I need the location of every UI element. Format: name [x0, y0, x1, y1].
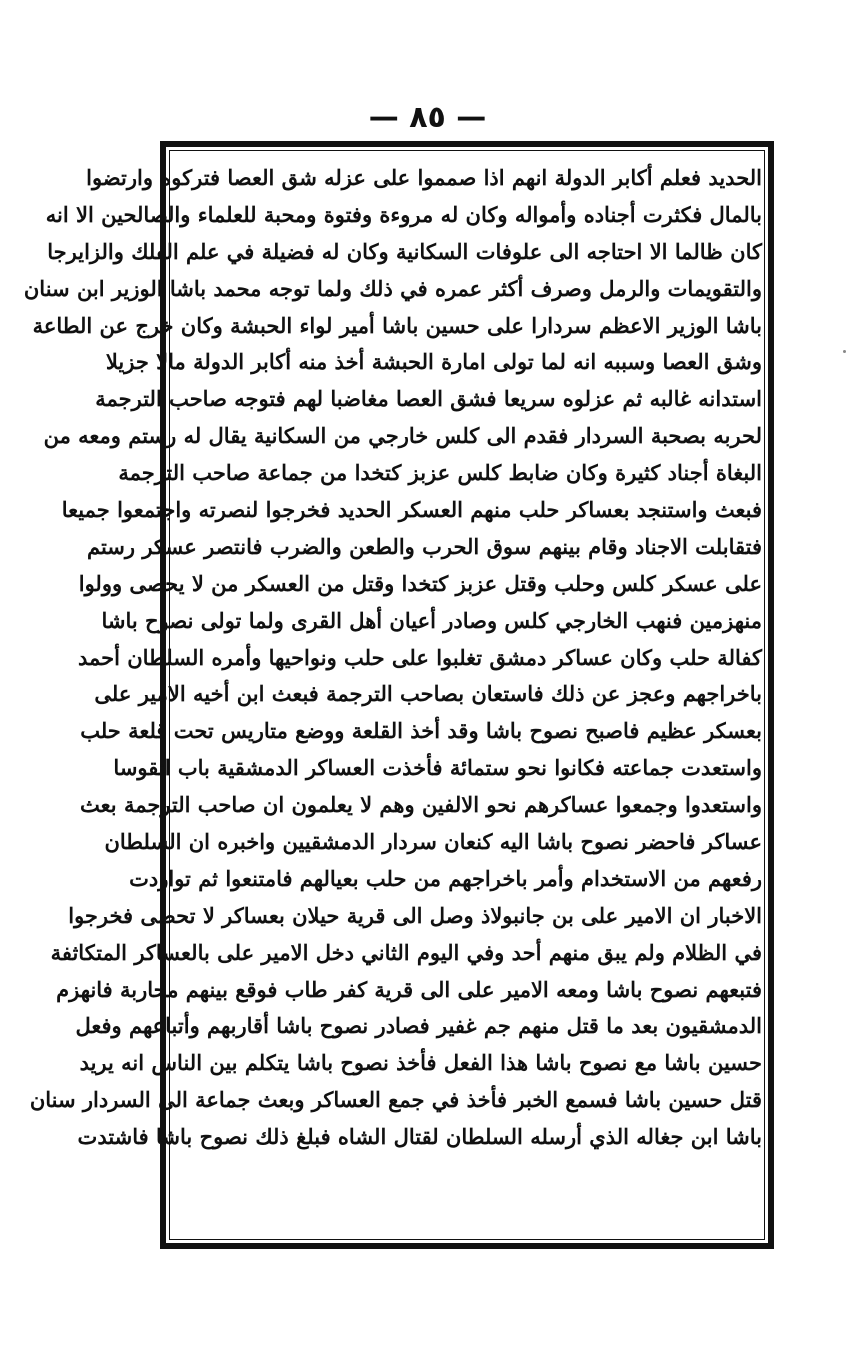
- text-line: واستعدوا وجمعوا عساكرهم نحو الالفين وهم لا يعلمون ان صاحب الترجمة بعث: [80, 792, 762, 818]
- scan-speck: [843, 350, 846, 353]
- text-line: لحربه بصحبة السردار فقدم الى كلس خارجي من السكانية يقال له رستم ومعه من: [43, 423, 762, 449]
- text-line: استدانه غالبه ثم عزلوه سريعا فشق العصا مغاضبا لهم فتوجه صاحب الترجمة: [95, 386, 762, 412]
- text-line: على عسكر كلس وحلب وقتل عزبز كتخدا وقتل من العسكر من لا يحصى وولوا: [78, 570, 762, 596]
- text-line: باشا ابن جغاله الذي أرسله السلطان لقتال الشاه فبلغ ذلك نصوح باشا فاشتدت: [77, 1124, 762, 1150]
- text-line: الاخبار ان الامير على بن جانبولاذ وصل الى قرية حيلان بعساكر لا تحصى فخرجوا: [68, 902, 762, 928]
- text-line: الدمشقيون بعد ما قتل منهم جم غفير فصادر نصوح باشا أقاربهم وأتباعهم وفعل: [75, 1013, 762, 1039]
- text-line: بالمال فكثرت أجناده وأمواله وكان له مروءة وفتوة ومحبة للعلماء والصالحين الا انه: [45, 201, 762, 227]
- text-line: حسين باشا مع نصوح باشا هذا الفعل فأخذ نصوح باشا يتكلم بين الناس انه يريد: [79, 1050, 762, 1076]
- text-line: باشا الوزير الاعظم سردارا على حسين باشا أمير لواء الحبشة وكان خرج عن الطاعة: [32, 312, 762, 338]
- text-line: فبعث واستنجد بعساكر حلب منهم العسكر الحديد فخرجوا لنصرته واجتمعوا جميعا: [61, 497, 762, 523]
- text-line: قتل حسين باشا فسمع الخبر فأخذ في جمع العساكر وبعث جماعة الى السردار سنان: [29, 1087, 762, 1113]
- text-line: واستعدت جماعته فكانوا نحو ستمائة فأخذت العساكر الدمشقية باب انقوسا: [113, 755, 762, 781]
- text-line: الحديد فعلم أكابر الدولة انهم اذا صمموا على عزله شق العصا فتركوه وارتضوا: [86, 165, 762, 190]
- text-line: عساكر فاحضر نصوح باشا اليه كنعان سردار الدمشقيين واخبره ان السلطان: [104, 829, 762, 855]
- text-line: باخراجهم وعجز عن ذلك فاستعان بصاحب الترجمة فبعث ابن أخيه الامير على: [94, 681, 762, 707]
- text-line: والتقويمات والرمل وصرف أكثر عمره في ذلك ولما توجه محمد باشا الوزير ابن سنان: [23, 275, 762, 301]
- page-number: — ٨٥ —: [368, 100, 487, 135]
- text-line: كفالة حلب وكان عساكر دمشق تغلبوا على حلب ونواحيها وأمره السلطان أحمد: [77, 644, 762, 670]
- body-text: [23, 160, 762, 1232]
- text-line: فتبعهم نصوح باشا ومعه الامير على الى قرية كفر طاب فوقع بينهم محاربة فانهزم: [56, 976, 762, 1002]
- text-line: بعسكر عظيم فاصبح نصوح باشا وقد أخذ القلعة ووضع متاريس تحت قلعة حلب: [80, 718, 762, 744]
- text-line: وشق العصا وسببه انه لما تولى امارة الحبشة أخذ منه أكابر الدولة مالا جزيلا: [105, 349, 762, 375]
- text-line: كان ظالما الا احتاجه الى علوفات السكانية وكان له فضيلة في علم الفلك والزايرجا: [47, 238, 762, 264]
- text-line: منهزمين فنهب الخارجي كلس وصادر أعيان أهل القرى ولما تولى نصوح باشا: [101, 607, 762, 633]
- text-line: فتقابلت الاجناد وقام بينهم سوق الحرب والطعن والضرب فانتصر عسكر رستم: [86, 533, 762, 559]
- text-line: رفعهم من الاستخدام وأمر باخراجهم من حلب بعيالهم فامتنعوا ثم تواردت: [129, 865, 762, 891]
- text-line: في الظلام ولم يبق منهم أحد وفي اليوم الثاني دخل الامير على بالعساكر المتكاثفة: [50, 939, 762, 965]
- text-line: البغاة أجناد كثيرة وكان ضابط كلس عزبز كتخدا من جماعة صاحب الترجمة: [118, 460, 762, 486]
